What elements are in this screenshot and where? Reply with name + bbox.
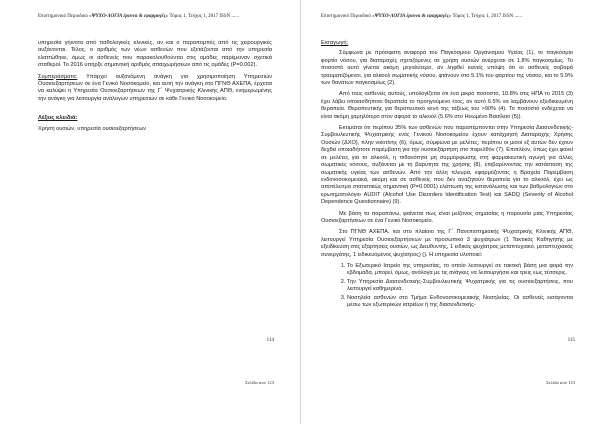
page-number: 115 [567, 338, 575, 343]
page-footer: Σελίδα από 123 [245, 380, 274, 385]
list-item: 2. Την Υπηρεσία Διασυνδετικής-Συμβουλευτικής Ψυχιατρικής για τις ουσιοεξαρτήσεις, που λειτουργεί καθημερινά. [347, 279, 573, 294]
left-paragraph: υπηρεσία γήινοτα από παθολογικές κλινικές, αν και ο παραπομπές από τις χειρουργικές αυξάνονται. Τέλος, ο αριθμός των νέων ασθενών που εξετάζονται από την υπηρεσία ελαττώθηκε, όμως οι ασθενείς που παρακολουθούνται στις ομάδες παρέμειναν σχετικά σταθεροί. Το 2016 υπήρξε σημαντική αριθμός απαιχωρήσεων από τις ομάδες (P=0.002). [38, 40, 272, 69]
keywords-label: Λέξεις κλειδιά: [38, 115, 78, 122]
intro-paragraph-1: Σύμφωνα με πρόσφατη αναφορά του Παγκόσμιου Οργανισμού Υγείας (1), το παγκόσμιο φορτίο νόσου, για διαταραχές σχετιζόμενες σε χρήση ουσιών ανέρχεται σε 1.8% παγκοσμίως. Το ποσοστό αυτό γίνεται ακόμη μεγαλύτερο, αν ληφθεί κανείς υπόψη ότι οι ασθενείς σοβαρά τραυματιζόμενοι, για αλκοολ σωματικής νόσου, φτάνουν στο 5.1% του φορτίου της νόσου, και το 5.9% των θανάτων παγκοσμίως (2). [321, 50, 573, 87]
services-list [321, 263, 573, 309]
intro-paragraph-5: Στο ΠΓΝΘ ΑΧΕΠΑ, και στο πλαίσιο της Γ΄ Πανεπιστημιακής Ψυχιατρικής Κλινικής ΑΠΘ, λειτουργεί Υπηρεσία Ουσιοεξαρτήσεων με προσωπικό 3 ψυχιάτρων (1 Τακτικός Καθηγητής με εξειδίκευση στις εξαρτήσεις ουσιών, ως Διευθυντής, 1 ειδικός ψυχίατρος μεταπτυχιακό, μεταπτυχιακός συνεργάτης, 1 ειδικευόμενος ψυχίατρος) (). Η υπηρεσία υλοποιεί: [321, 229, 573, 258]
list-item: 3. Νοσηλεία ασθενών στο Τμήμα Ενδονοσοκομειακής Νοσηλείας. Οι ασθενείς εισάγονται μέσω των εξωτερικών ιατρείων ή της διασυνδετικής- [347, 295, 573, 310]
intro-paragraph-3: Εκτιμάται ότι περίπου 35% των ασθενών που παραπέμπονται στην Υπηρεσία Διασυνδετικής-Συμβουλευτικής Ψυχιατρικής ενός Γενικού Νοσοκομείου έχουν κατάχρησή Διαταραχής Χρήσης Ουσιών (ΔΧΟ), πλην νικοτίνης (6), όμως, σύμφωνα με μελέτες, περίπου οι μισοί εξ αυτών δεν έχουν δεχθεί οποιαδήποτε παρέμβαση για την ουσιοεξάρτηση στο παρελθόν (7). Επιπλέον, όπως έχει φανεί σε μελέτες για το αλκοόλ, η πιθανότητα μη συμμόρφωσης στη φαρμακευτική αγωγή για άλλες σωματικές νόσους, αυξάνεται με τη βαρύτητα της χρήσης (8), επιβαρύνοντας την κατάσταση της σωματικής υγείας των ασθενών. Από την άλλη πλευρά, εφαρμόζοντας η Βραχεία Παρέμβαση ενδονοσοκομειακά, ακόμη και σε ασθενείς που δεν αναζητούν θεραπεία για το αλκοόλ, έχει ως αποτέλεσμα στατιστικώς σημαντική (P=0.0001) ελάττωση της κατανάλωσης και των βαθμολογιών στο ερωτηματολόγιο AUDIT (Alcohol Use Disorders Identification Test) και SADQ (Severity of Alcohol Dependence Questionnaire) (9). [321, 125, 573, 206]
header-suffix: » Τόμος 1, Τεύχος 1, 2017 ISSN ...... [165, 14, 239, 19]
running-header [38, 14, 280, 20]
right-page [300, 0, 600, 424]
left-body [38, 40, 272, 137]
conclusion-text: Υπάρχει αυξανόμενη ανάγκη για χρησιμοποίηση Υπηρεσιών Ουσιοεξαρτήσεων σε ένα Γενικό Νοσοκομείο, και αυτή την ανάγκη στο ΠΓΝΘ ΑΧΕΠΑ, έρχεται να καλύψει η Υπηρεσία Ουσιοεξαρτήσεων της Γ΄ Ψυχιατρικής Κλινικής ΑΠΘ, ενημερωμένης την ανάγκη για λειτουργία ανάλογων υπηρεσιών σε κάθε Γενικό Νοσοκομείο. [38, 73, 272, 102]
keywords-text: Χρήση ουσιών, υπηρεσία ουσιοεξαρτήσεων [38, 125, 147, 132]
page-footer: Σελίδα από 123 [546, 380, 575, 385]
intro-paragraph-4: Με βάση τα παραπάνω, φαίνεται πως είναι μείζονος σημασίας η παρουσία μιας Υπηρεσίας Ουσιοεξαρτήσεων σε ένα Γενικό Νοσοκομείο. [321, 210, 573, 224]
header-prefix: Επιστημονικό Περιοδικό « [321, 14, 375, 19]
right-body [321, 40, 573, 310]
conclusion-label: Συμπεράσματα: [38, 73, 78, 80]
page-number: 114 [266, 338, 274, 343]
header-journal: ΨΥΧΟ-ΛΟΓΙΑ έρευνα & εφαρμογές [91, 14, 166, 19]
header-prefix: Επιστημονικό Περιοδικό « [38, 14, 92, 19]
conclusion-paragraph [38, 74, 272, 104]
header-journal: ΨΥΧΟ-ΛΟΓΙΑ έρευνα & εφαρμογές [374, 14, 449, 19]
intro-heading: Εισαγωγή: [321, 40, 349, 46]
running-header [321, 14, 581, 20]
header-suffix: » Τόμος 1, Τεύχος 1, 2017 ISSN ...... [448, 14, 522, 19]
list-item: 1. Το Εξωτερικό Ιατρείο της υπηρεσίας, το οποίο λειτουργεί σε τακτική βάση μια φορά την εβδομάδα, μπορεί, όμως, ανάλογα με τις ανάγκες να λειτουργήσει και τρεις εως τέσσερις. [347, 263, 573, 278]
intro-paragraph-2: Από τους ασθενείς αυτούς, υπολογίζεται ότι ένα μικρό ποσοστό, 10.8% στις ΗΠΑ το 2015 (3) έχει λάβει οποιασδήποτε θεραπεία το προηγούμενο έτος, αν αυτό 6.5% να λαμβάνουν εξειδικευμένη θεραπεία. Θεραπευτικής για θεραπευτικό κενό της τάξεως του >90% (4). Το ποσοστό ενδέχεται να είναι ακόμη χαμηλότερο στον αφορά το αλκοόλ (5.6% στο Ηνωμένο Βασίλειο (5)). [321, 91, 573, 120]
